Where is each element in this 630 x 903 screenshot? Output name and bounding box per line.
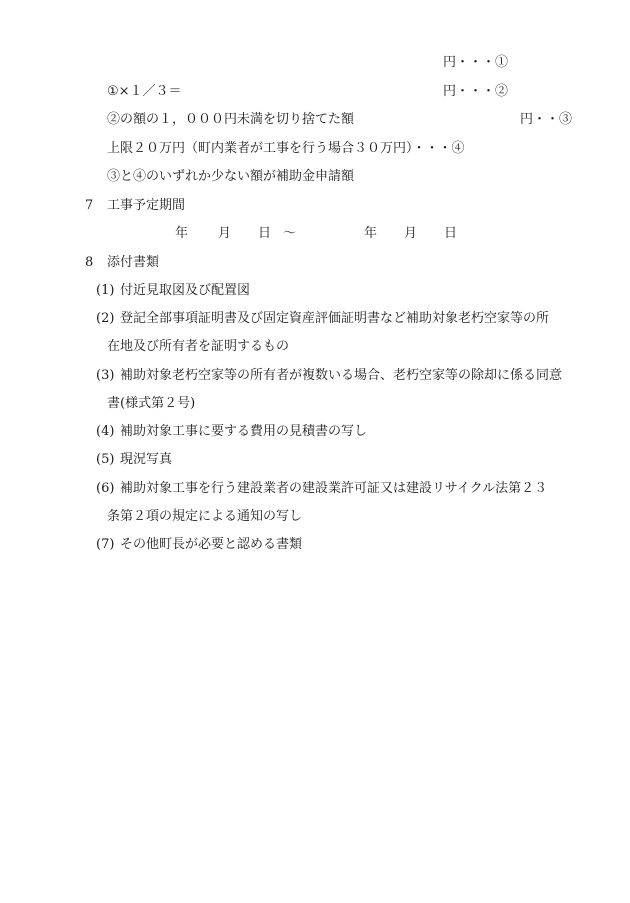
attachment-number: (6) xyxy=(96,481,115,496)
calc-line3-text: ②の額の１，０００円未満を切り捨てた額 xyxy=(107,112,355,127)
section8-title: 添付書類 xyxy=(107,255,160,270)
section7-number: 7 xyxy=(85,198,94,213)
range-separator: ～ xyxy=(283,226,297,241)
calc-line3-suffix: 円・・③ xyxy=(520,112,573,127)
calc-line1-suffix: 円・・・① xyxy=(443,55,509,70)
attachment-number: (1) xyxy=(96,283,115,298)
calc-line2-suffix: 円・・・② xyxy=(443,84,509,99)
attachment-text-continued: 書(様式第２号) xyxy=(107,396,196,411)
calc-line5-text: ③と④のいずれか少ない額が補助金申請額 xyxy=(107,169,355,184)
attachment-number: (5) xyxy=(96,452,115,467)
calc-line2-formula: ①×１／３＝ xyxy=(107,84,182,99)
attachment-text: 現況写真 xyxy=(120,452,173,467)
start-day-label: 日 xyxy=(258,226,272,241)
calc-line4-text: 上限２０万円（町内業者が工事を行う場合３０万円）・・・④ xyxy=(107,141,465,156)
start-year-label: 年 xyxy=(175,226,189,241)
attachment-number: (3) xyxy=(96,368,115,383)
attachment-text-continued: 条第２項の規定による通知の写し xyxy=(107,509,303,524)
end-day-label: 日 xyxy=(444,226,458,241)
attachment-number: (2) xyxy=(96,311,115,326)
end-year-label: 年 xyxy=(364,226,378,241)
start-month-label: 月 xyxy=(218,226,232,241)
attachment-text: 補助対象工事に要する費用の見積書の写し xyxy=(120,424,368,439)
section7-title: 工事予定期間 xyxy=(107,198,186,213)
attachment-text: 登記全部事項証明書及び固定資産評価証明書など補助対象老朽空家等の所 xyxy=(120,311,550,326)
attachment-text-continued: 在地及び所有者を証明するもの xyxy=(107,339,290,354)
attachment-text: 補助対象工事を行う建設業者の建設業許可証又は建設リサイクル法第２３ xyxy=(120,481,548,496)
attachment-text: 補助対象老朽空家等の所有者が複数いる場合、老朽空家等の除却に係る同意 xyxy=(120,368,563,383)
end-month-label: 月 xyxy=(404,226,418,241)
attachment-text: 付近見取図及び配置図 xyxy=(120,283,251,298)
attachment-number: (4) xyxy=(96,424,115,439)
section8-number: 8 xyxy=(85,255,94,270)
attachment-text: その他町長が必要と認める書類 xyxy=(120,537,303,552)
attachment-number: (7) xyxy=(96,537,115,552)
